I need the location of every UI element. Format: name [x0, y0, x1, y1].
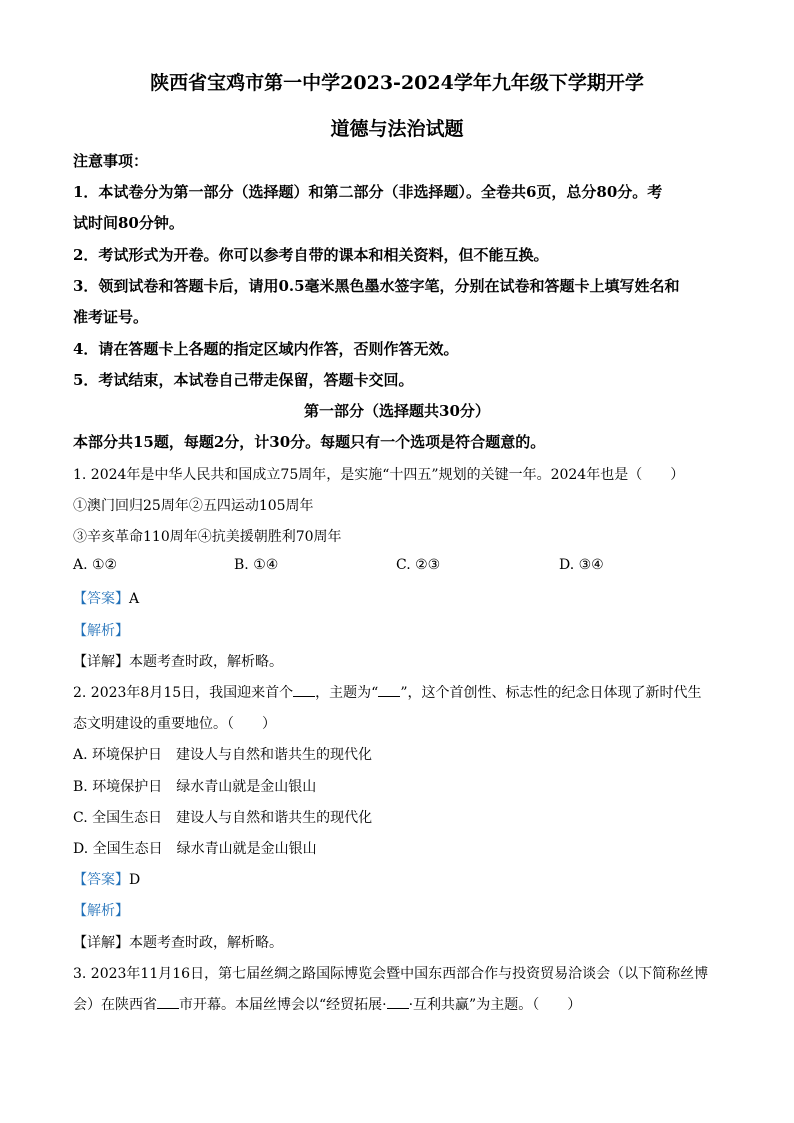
notes-heading: 注意事项： — [73, 152, 149, 170]
q2-detail-text: 本题考查时政，解析略。 — [129, 935, 283, 951]
q3-stem-part-c: ·互利共赢”为主题。（ ） — [408, 997, 582, 1013]
note-4: 4．请在答题卡上各题的指定区域内作答，否则作答无效。 — [73, 340, 459, 358]
q3-blank-2 — [387, 996, 409, 1009]
q2-option-b: B. 环境保护日 绿水青山就是金山银山 — [73, 779, 317, 795]
section-intro: 本部分共15题，每题2分，计30分。每题只有一个选项是符合题意的。 — [73, 433, 546, 451]
note-1-line-1: 1．本试卷分为第一部分（选择题）和第二部分（非选择题）。全卷共6页，总分80分。考 — [73, 183, 663, 201]
q2-blank-1 — [293, 684, 315, 697]
q1-analysis-tag: 【解析】 — [73, 623, 129, 639]
q2-option-c: C. 全国生态日 建设人与自然和谐共生的现代化 — [73, 810, 373, 826]
q2-analysis-tag: 【解析】 — [73, 903, 129, 919]
q2-stem-line-2: 态文明建设的重要地位。（ ） — [73, 716, 276, 732]
q3-stem-part-a: 会）在陕西省 — [73, 997, 157, 1013]
q3-stem-part-b: 市开幕。本届丝博会以“经贸拓展· — [179, 997, 387, 1013]
note-3-line-1: 3．领到试卷和答题卡后，请用0.5毫米黑色墨水签字笔，分别在试卷和答题卡上填写姓名和 — [73, 277, 680, 295]
detail-tag: 【详解】 — [73, 654, 129, 670]
q2-stem-part-c: ”，这个首创性、标志性的纪念日体现了新时代生 — [400, 685, 702, 701]
note-1-line-2: 试时间80分钟。 — [73, 214, 184, 232]
section-title: 第一部分（选择题共30分） — [304, 402, 490, 420]
q2-option-d: D. 全国生态日 绿水青山就是金山银山 — [73, 841, 317, 857]
q3-stem-line-2 — [73, 994, 734, 1014]
q2-stem-part-a: 2. 2023年8月15日，我国迎来首个 — [73, 685, 294, 701]
q3-stem-line-1: 3. 2023年11月16日，第七届丝绸之路国际博览会暨中国东西部合作与投资贸易洽谈会（以下简称丝博 — [73, 966, 709, 982]
q2-blank-2 — [378, 684, 400, 697]
q3-blank-1 — [157, 996, 179, 1009]
q1-item-line-2: ③辛亥革命110周年④抗美援朝胜利70周年 — [73, 529, 342, 545]
q2-stem-line-1 — [73, 682, 734, 702]
q1-answer — [73, 588, 734, 608]
q1-item-line-1: ①澳门回归25周年②五四运动105周年 — [73, 498, 314, 514]
q1-stem: 1. 2024年是中华人民共和国成立75周年，是实施“十四五”规划的关键一年。2024年也是（ ） — [73, 467, 685, 483]
detail-tag: 【详解】 — [73, 935, 129, 951]
note-3-line-2: 准考证号。 — [73, 308, 149, 326]
q2-answer-value: D — [129, 872, 141, 888]
q1-answer-value: A — [129, 591, 140, 607]
q2-answer — [73, 869, 734, 889]
note-5: 5．考试结束，本试卷自己带走保留，答题卡交回。 — [73, 371, 414, 389]
q1-detail — [73, 651, 734, 671]
page-subtitle: 道德与法治试题 — [330, 118, 464, 140]
page-title: 陕西省宝鸡市第一中学2023-2024学年九年级下学期开学 — [150, 72, 644, 94]
note-2: 2．考试形式为开卷。你可以参考自带的课本和相关资料，但不能互换。 — [73, 246, 549, 264]
q2-detail — [73, 932, 734, 952]
q1-option-c: C. ②③ — [396, 557, 441, 573]
q2-stem-part-b: ，主题为“ — [315, 685, 379, 701]
answer-tag: 【答案】 — [73, 591, 129, 607]
q1-detail-text: 本题考查时政，解析略。 — [129, 654, 283, 670]
q2-option-a: A. 环境保护日 建设人与自然和谐共生的现代化 — [73, 747, 373, 763]
q1-option-a: A. ①② — [73, 557, 118, 573]
q1-option-b: B. ①④ — [234, 557, 279, 573]
q1-option-d: D. ③④ — [559, 557, 604, 573]
answer-tag: 【答案】 — [73, 872, 129, 888]
